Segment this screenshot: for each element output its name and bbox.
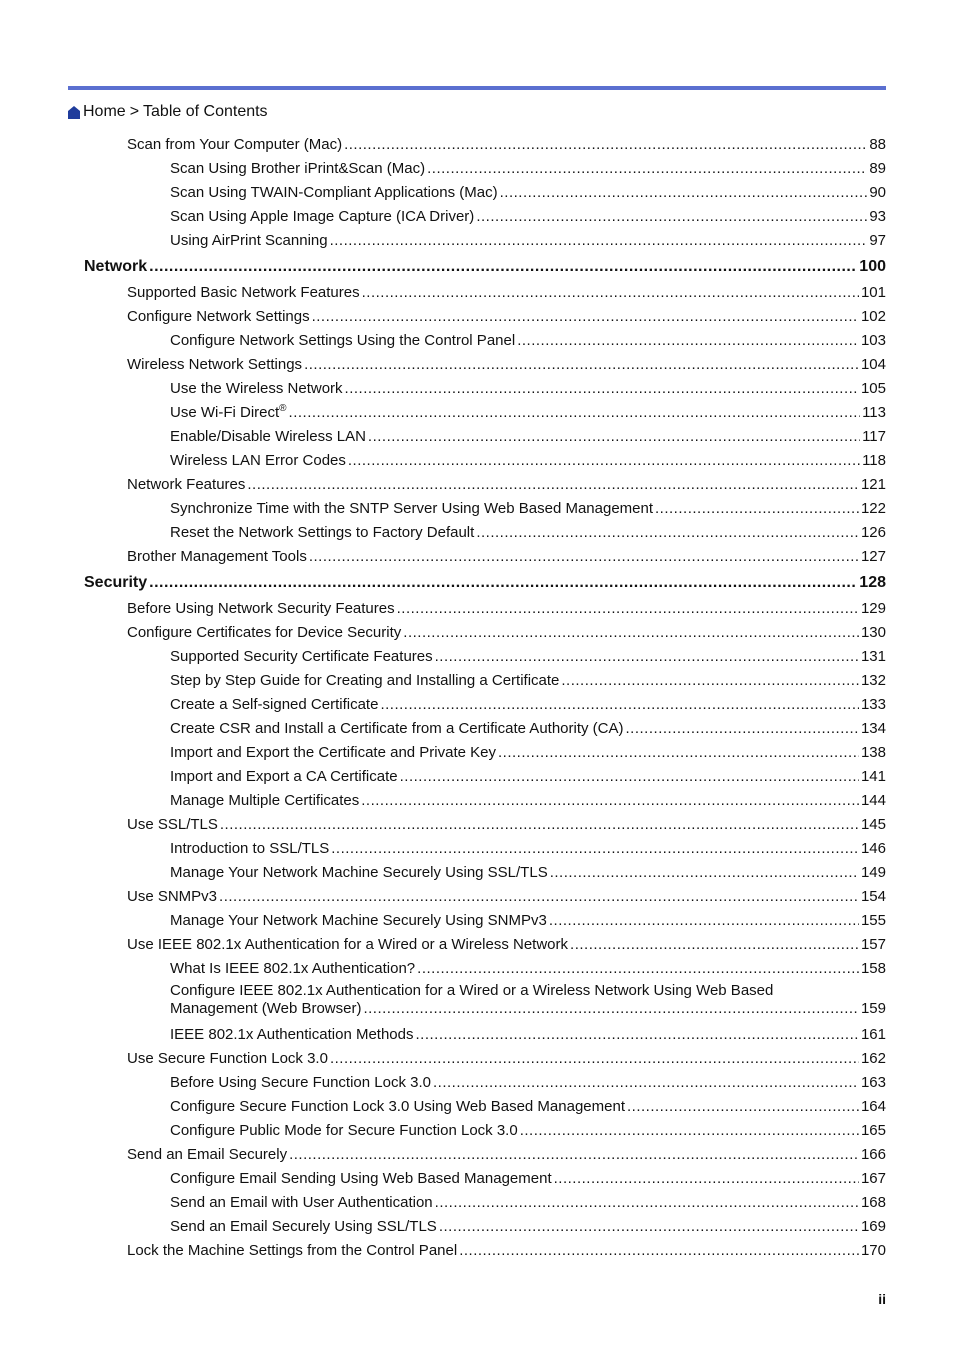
toc-entry-page[interactable]: 102 bbox=[860, 308, 886, 325]
toc-entry-title-wrap[interactable] bbox=[170, 402, 287, 424]
dot-leader bbox=[363, 1000, 859, 1018]
toc-entry-page[interactable]: 170 bbox=[860, 1242, 886, 1259]
dot-leader bbox=[219, 886, 859, 908]
dot-leader bbox=[417, 958, 859, 980]
dot-leader bbox=[570, 934, 859, 956]
toc-entry-title[interactable]: Manage Your Network Machine Securely Using SSL/TLS bbox=[170, 864, 548, 881]
toc-entry-title[interactable]: Management (Web Browser) bbox=[170, 1000, 362, 1017]
dot-leader bbox=[433, 1072, 859, 1094]
toc-entry-title[interactable]: Import and Export the Certificate and Private Key bbox=[170, 744, 496, 761]
dot-leader bbox=[476, 522, 859, 544]
toc-entry[interactable] bbox=[0, 1144, 954, 1168]
header-rule bbox=[68, 86, 886, 90]
toc-entry-page[interactable]: 132 bbox=[860, 672, 886, 689]
toc-entry[interactable] bbox=[0, 718, 954, 742]
dot-leader bbox=[520, 1120, 859, 1142]
toc-entry-title[interactable]: Configure Public Mode for Secure Function Lock 3.0 bbox=[170, 1122, 518, 1139]
toc-entry-page[interactable]: 97 bbox=[869, 232, 886, 249]
toc-entry-page[interactable]: 105 bbox=[860, 380, 886, 397]
toc-entry[interactable] bbox=[0, 982, 954, 1024]
toc-entry-title[interactable]: Send an Email with User Authentication bbox=[170, 1194, 433, 1211]
toc-entry[interactable] bbox=[0, 694, 954, 718]
dot-leader bbox=[517, 330, 859, 352]
dot-leader bbox=[331, 838, 859, 860]
dot-leader bbox=[554, 1168, 859, 1190]
toc-entry-page[interactable]: 93 bbox=[869, 208, 886, 225]
toc-entry[interactable] bbox=[0, 934, 954, 958]
toc-entry-page[interactable]: 127 bbox=[860, 548, 886, 565]
dot-leader bbox=[309, 546, 859, 568]
dot-leader bbox=[348, 450, 860, 472]
dot-leader bbox=[220, 814, 859, 836]
toc-entry-page[interactable]: 117 bbox=[862, 428, 886, 445]
toc-entry-title[interactable]: Configure Certificates for Device Security bbox=[127, 624, 402, 641]
toc-entry-title[interactable]: Scan from Your Computer (Mac) bbox=[127, 136, 343, 153]
dot-leader bbox=[403, 622, 859, 644]
toc-entry-title[interactable]: Security bbox=[84, 574, 148, 591]
toc-entry[interactable] bbox=[0, 766, 954, 790]
toc-entry[interactable] bbox=[0, 206, 954, 230]
toc-entry[interactable] bbox=[0, 1096, 954, 1120]
toc-entry-page[interactable]: 168 bbox=[860, 1194, 886, 1211]
toc-entry-page[interactable]: 169 bbox=[860, 1218, 886, 1235]
toc-entry-title[interactable]: Brother Management Tools bbox=[127, 548, 307, 565]
toc-entry-title[interactable]: Send an Email Securely Using SSL/TLS bbox=[170, 1218, 437, 1235]
toc-entry-title[interactable]: Wireless LAN Error Codes bbox=[170, 452, 346, 469]
toc-entry[interactable] bbox=[0, 1048, 954, 1072]
dot-leader bbox=[550, 862, 859, 884]
toc-entry-title[interactable]: Step by Step Guide for Creating and Installing a Certificate bbox=[170, 672, 560, 689]
toc-entry-page[interactable]: 133 bbox=[860, 696, 886, 713]
toc-entry-page[interactable]: 118 bbox=[862, 452, 886, 469]
dot-leader bbox=[380, 694, 859, 716]
dot-leader bbox=[416, 1024, 859, 1046]
toc-entry-page[interactable]: 121 bbox=[860, 476, 886, 493]
dot-leader bbox=[149, 256, 857, 278]
toc-entry-title[interactable]: Before Using Network Security Features bbox=[127, 600, 395, 617]
table-of-contents bbox=[0, 134, 954, 1264]
toc-entry-title[interactable]: Synchronize Time with the SNTP Server Using Web Based Management bbox=[170, 500, 654, 517]
toc-entry-page[interactable]: 144 bbox=[860, 792, 886, 809]
toc-entry[interactable] bbox=[0, 282, 954, 306]
dot-leader bbox=[362, 282, 859, 304]
toc-entry[interactable] bbox=[0, 354, 954, 378]
toc-entry[interactable] bbox=[0, 742, 954, 766]
toc-entry[interactable] bbox=[0, 886, 954, 910]
toc-entry[interactable] bbox=[0, 474, 954, 498]
toc-entry-title[interactable]: Network bbox=[84, 258, 148, 275]
toc-entry-page[interactable]: 126 bbox=[860, 524, 886, 541]
toc-entry-page[interactable]: 89 bbox=[869, 160, 886, 177]
toc-entry[interactable] bbox=[0, 158, 954, 182]
toc-entry-title[interactable]: Supported Basic Network Features bbox=[127, 284, 360, 301]
dot-leader bbox=[439, 1216, 859, 1238]
toc-entry-title[interactable]: Configure IEEE 802.1x Authentication for a Wired or a Wireless Network Using Web Based bbox=[170, 982, 774, 999]
toc-entry-page[interactable]: 161 bbox=[860, 1026, 886, 1043]
dot-leader bbox=[435, 646, 859, 668]
toc-entry-page[interactable]: 101 bbox=[860, 284, 886, 301]
toc-entry-page[interactable]: 90 bbox=[869, 184, 886, 201]
toc-entry-page[interactable]: 146 bbox=[860, 840, 886, 857]
toc-entry[interactable] bbox=[0, 910, 954, 934]
toc-entry-title[interactable]: Network Features bbox=[127, 476, 246, 493]
toc-entry[interactable] bbox=[0, 1240, 954, 1264]
toc-entry-title[interactable]: Use IEEE 802.1x Authentication for a Wired or a Wireless Network bbox=[127, 936, 569, 953]
toc-entry[interactable] bbox=[0, 426, 954, 450]
toc-entry-title[interactable]: Create CSR and Install a Certificate from a Certificate Authority (CA) bbox=[170, 720, 624, 737]
toc-entry-title[interactable]: Reset the Network Settings to Factory Default bbox=[170, 524, 475, 541]
dot-leader bbox=[344, 134, 867, 156]
toc-entry-title[interactable]: Configure Network Settings Using the Control Panel bbox=[170, 332, 516, 349]
toc-entry-title[interactable]: Import and Export a CA Certificate bbox=[170, 768, 398, 785]
dot-leader bbox=[561, 670, 859, 692]
dot-leader bbox=[498, 742, 859, 764]
dot-leader bbox=[330, 1048, 859, 1070]
toc-section-heading[interactable] bbox=[0, 256, 954, 282]
page-number: ii bbox=[878, 1291, 886, 1307]
toc-entry-title[interactable]: Use Secure Function Lock 3.0 bbox=[127, 1050, 328, 1067]
home-icon[interactable] bbox=[68, 106, 80, 119]
dot-leader bbox=[304, 354, 859, 376]
toc-entry-page[interactable]: 154 bbox=[860, 888, 886, 905]
toc-entry-page[interactable]: 130 bbox=[860, 624, 886, 641]
dot-leader bbox=[289, 402, 861, 424]
dot-leader bbox=[476, 206, 867, 228]
dot-leader bbox=[149, 572, 857, 594]
toc-entry-title[interactable]: Use SNMPv3 bbox=[127, 888, 218, 905]
toc-entry-page[interactable]: 163 bbox=[860, 1074, 886, 1091]
dot-leader bbox=[312, 306, 859, 328]
dot-leader bbox=[549, 910, 859, 932]
toc-entry-title[interactable]: Send an Email Securely bbox=[127, 1146, 288, 1163]
dot-leader bbox=[427, 158, 867, 180]
toc-entry-title[interactable]: Use the Wireless Network bbox=[170, 380, 343, 397]
toc-entry[interactable] bbox=[0, 622, 954, 646]
dot-leader bbox=[289, 1144, 859, 1166]
dot-leader bbox=[626, 718, 859, 740]
toc-entry[interactable] bbox=[0, 1168, 954, 1192]
dot-leader bbox=[435, 1192, 859, 1214]
toc-entry[interactable] bbox=[0, 1024, 954, 1048]
toc-entry-title[interactable]: Before Using Secure Function Lock 3.0 bbox=[170, 1074, 431, 1091]
registered-mark: ® bbox=[279, 403, 287, 414]
toc-section-heading[interactable] bbox=[0, 572, 954, 598]
dot-leader bbox=[247, 474, 859, 496]
toc-entry-title[interactable]: Use Wi-Fi Direct bbox=[170, 404, 280, 421]
toc-entry-page[interactable]: 104 bbox=[860, 356, 886, 373]
toc-entry[interactable] bbox=[0, 790, 954, 814]
toc-entry-title[interactable]: Scan Using Apple Image Capture (ICA Driver) bbox=[170, 208, 475, 225]
dot-leader bbox=[627, 1096, 859, 1118]
toc-entry[interactable] bbox=[0, 1216, 954, 1240]
toc-entry[interactable] bbox=[0, 182, 954, 206]
toc-entry-title[interactable]: Wireless Network Settings bbox=[127, 356, 303, 373]
toc-entry[interactable] bbox=[0, 230, 954, 254]
toc-entry-title[interactable]: Scan Using Brother iPrint&Scan (Mac) bbox=[170, 160, 426, 177]
toc-entry[interactable] bbox=[0, 670, 954, 694]
toc-entry[interactable] bbox=[0, 838, 954, 862]
toc-entry-page[interactable]: 131 bbox=[860, 648, 886, 665]
toc-entry-title[interactable]: What Is IEEE 802.1x Authentication? bbox=[170, 960, 416, 977]
toc-entry[interactable] bbox=[0, 522, 954, 546]
toc-entry-title[interactable]: Lock the Machine Settings from the Control Panel bbox=[127, 1242, 458, 1259]
breadcrumb-separator: > bbox=[129, 103, 140, 120]
toc-entry[interactable] bbox=[0, 958, 954, 982]
toc-entry-page[interactable]: 122 bbox=[860, 500, 886, 517]
toc-entry-title[interactable]: Using AirPrint Scanning bbox=[170, 232, 328, 249]
toc-entry-title[interactable]: Enable/Disable Wireless LAN bbox=[170, 428, 366, 445]
toc-entry-title[interactable]: Supported Security Certificate Features bbox=[170, 648, 433, 665]
toc-entry-page[interactable]: 166 bbox=[860, 1146, 886, 1163]
toc-entry-page[interactable]: 134 bbox=[860, 720, 886, 737]
toc-entry-title[interactable]: Manage Multiple Certificates bbox=[170, 792, 360, 809]
dot-leader bbox=[400, 766, 859, 788]
toc-entry-page[interactable]: 138 bbox=[860, 744, 886, 761]
toc-entry-page[interactable]: 103 bbox=[860, 332, 886, 349]
toc-entry-page[interactable]: 165 bbox=[860, 1122, 886, 1139]
toc-entry[interactable] bbox=[0, 862, 954, 886]
dot-leader bbox=[368, 426, 860, 448]
toc-entry[interactable] bbox=[0, 1192, 954, 1216]
toc-entry-page[interactable]: 145 bbox=[860, 816, 886, 833]
toc-entry[interactable] bbox=[0, 498, 954, 522]
dot-leader bbox=[330, 230, 868, 252]
dot-leader bbox=[500, 182, 868, 204]
toc-entry-page[interactable]: 128 bbox=[859, 574, 886, 591]
toc-entry[interactable] bbox=[0, 450, 954, 474]
toc-entry-title[interactable]: Introduction to SSL/TLS bbox=[170, 840, 330, 857]
toc-entry-title[interactable]: Use SSL/TLS bbox=[127, 816, 218, 833]
toc-entry-title[interactable]: Configure Network Settings bbox=[127, 308, 310, 325]
toc-entry-title[interactable]: Create a Self-signed Certificate bbox=[170, 696, 379, 713]
toc-entry-page[interactable]: 157 bbox=[860, 936, 886, 953]
toc-entry[interactable] bbox=[0, 134, 954, 158]
toc-entry-page[interactable]: 162 bbox=[860, 1050, 886, 1067]
dot-leader bbox=[397, 598, 859, 620]
dot-leader bbox=[655, 498, 859, 520]
toc-entry[interactable] bbox=[0, 814, 954, 838]
toc-entry-page[interactable]: 129 bbox=[860, 600, 886, 617]
toc-entry-page[interactable]: 141 bbox=[860, 768, 886, 785]
dot-leader bbox=[459, 1240, 859, 1262]
toc-entry-title[interactable]: Configure Email Sending Using Web Based Management bbox=[170, 1170, 552, 1187]
toc-entry[interactable] bbox=[0, 598, 954, 622]
toc-entry-page[interactable]: 167 bbox=[860, 1170, 886, 1187]
toc-entry-page[interactable]: 155 bbox=[860, 912, 886, 929]
toc-entry-page[interactable]: 149 bbox=[860, 864, 886, 881]
toc-entry-page[interactable]: 159 bbox=[860, 1000, 886, 1017]
breadcrumb bbox=[68, 103, 268, 121]
toc-entry[interactable] bbox=[0, 646, 954, 670]
toc-entry[interactable] bbox=[0, 1120, 954, 1144]
toc-entry-title[interactable]: Scan Using TWAIN-Compliant Applications (Mac) bbox=[170, 184, 498, 201]
toc-entry[interactable] bbox=[0, 402, 954, 426]
dot-leader bbox=[361, 790, 859, 812]
toc-entry-title[interactable]: IEEE 802.1x Authentication Methods bbox=[170, 1026, 414, 1043]
toc-entry-title[interactable]: Configure Secure Function Lock 3.0 Using Web Based Management bbox=[170, 1098, 625, 1115]
toc-entry-title[interactable]: Manage Your Network Machine Securely Using SNMPv3 bbox=[170, 912, 547, 929]
breadcrumb-current: Table of Contents bbox=[143, 103, 268, 120]
toc-entry[interactable] bbox=[0, 546, 954, 570]
toc-entry-page[interactable]: 158 bbox=[860, 960, 886, 977]
dot-leader bbox=[345, 378, 859, 400]
toc-entry[interactable] bbox=[0, 378, 954, 402]
toc-entry-page[interactable]: 164 bbox=[860, 1098, 886, 1115]
toc-entry-page[interactable]: 100 bbox=[859, 258, 886, 275]
toc-entry-page[interactable]: 113 bbox=[862, 404, 886, 421]
toc-entry[interactable] bbox=[0, 1072, 954, 1096]
toc-entry[interactable] bbox=[0, 330, 954, 354]
breadcrumb-home-link[interactable]: Home bbox=[83, 103, 126, 120]
toc-entry[interactable] bbox=[0, 306, 954, 330]
toc-entry-page[interactable]: 88 bbox=[869, 136, 886, 153]
